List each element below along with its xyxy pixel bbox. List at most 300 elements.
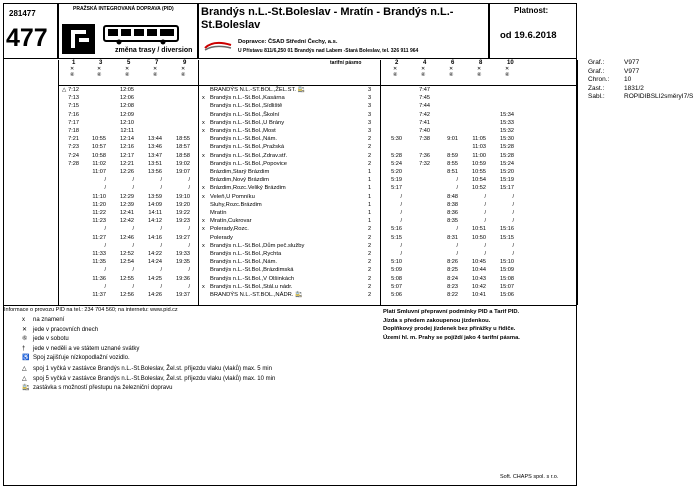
column-number: 8 (479, 60, 483, 66)
note-text: spoj 1 vyčká v zastávce Brandýs n.L.-St.Boleslav, Žel.st. příjezdu vlaku (vlaků) max. 5 min (33, 366, 272, 372)
carrier-logo (203, 40, 233, 52)
departure-time: 10:59 (472, 160, 486, 167)
column-header (58, 59, 577, 86)
departure-time: 19:20 (176, 201, 190, 208)
departure-time: 12:05 (120, 87, 134, 93)
departure-time: 11:27 (92, 234, 106, 241)
departure-time: 7:23 (68, 144, 79, 151)
departure-time: 12:56 (120, 292, 134, 298)
departure-time: 12:54 (120, 259, 134, 266)
side-label: Chron.: (588, 76, 610, 83)
departure-time: / (400, 193, 402, 200)
stop-name: Brandýs n.L.-St.Bol.,Kasárna (210, 95, 285, 102)
stop-name: Brandýs n.L.-St.Bol.,Pražská (210, 144, 285, 151)
departure-time: 12:14 (120, 136, 134, 143)
tariff-zone: 2 (368, 234, 372, 241)
tariff-zone: 3 (368, 103, 372, 110)
departure-time: 5:06 (391, 292, 402, 298)
departure-time: 11:03 (472, 144, 486, 151)
departure-time: 11:05 (472, 136, 486, 143)
tariff-zone: 2 (368, 136, 372, 143)
side-label: Graf.: (588, 59, 605, 66)
departure-time: 5:16 (391, 226, 402, 233)
departure-time: / (132, 267, 134, 274)
departure-time: / (484, 251, 486, 257)
departure-time: 15:32 (500, 128, 514, 134)
stop-name: Brandýs n.L.-St.Bol.,Rychta (210, 251, 282, 257)
departure-time: / (400, 242, 402, 249)
tariff-zone: 2 (368, 292, 372, 298)
timetable-row (0, 86, 580, 94)
timetable-row (0, 209, 580, 217)
departure-time: 5:08 (391, 275, 402, 282)
departure-time: / (512, 193, 514, 200)
departure-time: 7:12 (68, 87, 79, 93)
departure-time: 15:30 (500, 136, 514, 143)
column-symbols: ✕ ⑥ (181, 66, 186, 78)
departure-time: / (512, 242, 514, 249)
departure-time: 19:37 (176, 292, 190, 298)
departure-time: 15:16 (500, 226, 514, 233)
route-title-line2: St.Boleslav (201, 19, 261, 31)
departure-time: 8:31 (447, 234, 458, 241)
departure-time: / (188, 185, 190, 192)
departure-time: 14:09 (148, 201, 162, 208)
tariff-zone: 1 (368, 201, 372, 208)
tariff-note: Doplňkový prodej jízdenek bez přirážky u řidiče. (383, 326, 516, 332)
request-stop-mark: x (202, 185, 205, 192)
stop-name: Brandýs n.L.-St.Bol.,Zdrav.stř. (210, 152, 288, 159)
column-symbols: ✕ ⑥ (421, 66, 426, 78)
timetable-row (0, 168, 580, 176)
request-stop-mark: x (202, 152, 205, 159)
diversion-label: změna trasy / diversion (115, 47, 193, 54)
departure-time: 7:40 (419, 128, 430, 134)
departure-time: 12:09 (120, 111, 134, 118)
stop-name: Brandýs n.L.-St.Bol.,Popovice (210, 160, 288, 167)
departure-time: 12:21 (120, 160, 134, 167)
departure-time: 15:19 (500, 177, 514, 184)
departure-time: 19:36 (176, 275, 190, 282)
departure-time: 18:57 (176, 144, 190, 151)
stop-name: Brandýs n.L.-St.Bol.,Školní (210, 111, 280, 118)
stop-name: Brandýs n.L.-St.Bol.,Brázdimská (210, 267, 294, 274)
column-number: 4 (423, 60, 427, 66)
column-number: 9 (183, 60, 187, 66)
departure-time: 10:51 (472, 226, 486, 233)
departure-time: 5:09 (391, 267, 402, 274)
departure-time: 19:23 (176, 218, 190, 225)
carrier-address: U Přístavu 811/6,250 01 Brandýs nad Labem -Stará Boleslav, tel. 326 911 964 (238, 48, 419, 54)
tariff-zone: 2 (368, 226, 372, 233)
departure-time: 13:56 (148, 169, 162, 175)
departure-time: 7:28 (68, 160, 79, 167)
tariff-zone: 1 (368, 193, 372, 200)
departure-time: 12:17 (120, 152, 134, 159)
timetable-row (0, 258, 580, 266)
departure-time: 8:51 (447, 169, 458, 175)
departure-time: 15:24 (500, 160, 514, 167)
stop-name: Brázdim,Starý Brázdim (210, 169, 270, 175)
tariff-zone: 1 (368, 177, 372, 184)
column-symbols: ✕ ⑥ (449, 66, 454, 78)
bus-icon (103, 25, 180, 45)
departure-time: 19:33 (176, 251, 190, 257)
timetable-row (0, 160, 580, 168)
departure-time: / (512, 210, 514, 216)
departure-time: 12:06 (120, 95, 134, 102)
departure-time: / (188, 267, 190, 274)
column-symbols: ✕ ⑥ (505, 66, 510, 78)
departure-time: / (456, 185, 458, 192)
timetable-row (0, 184, 580, 192)
departure-time: 8:59 (447, 152, 458, 159)
timetable-row (0, 127, 580, 135)
timetable-row (0, 135, 580, 143)
side-value: 1831/2 (624, 84, 644, 92)
departure-time: / (400, 251, 402, 257)
stop-name: Veleň,U Pomníku (210, 193, 255, 200)
departure-time: / (160, 177, 162, 184)
tariff-note: Platí Smluvní přepravní podmínky PID a Tarif PID. (383, 309, 520, 315)
note-text: spoj 5 vyčká v zastávce Brandýs n.L.-St.Boleslav, Žel.st. příjezdu vlaku (vlaků) max. 10 min (33, 375, 276, 382)
column-symbols: ✕ ⑥ (125, 66, 130, 78)
departure-time: 9:01 (447, 136, 458, 143)
departure-time: 5:10 (391, 259, 402, 266)
departure-time: 13:51 (148, 160, 162, 167)
departure-time: 5:15 (391, 234, 402, 241)
departure-time: 10:41 (472, 292, 486, 298)
departure-time: 5:30 (391, 136, 402, 143)
departure-time: 12:29 (120, 193, 134, 200)
tariff-zone: 2 (368, 251, 372, 257)
departure-time: 12:10 (120, 119, 134, 126)
tariff-zone: 2 (368, 152, 372, 159)
departure-time: 8:23 (447, 283, 458, 290)
stop-name: Brázdim,Rozc.Veliký Brázdim (210, 185, 286, 192)
timetable-row (0, 291, 580, 299)
departure-time: 13:44 (148, 136, 162, 143)
departure-time: 7:32 (419, 160, 430, 167)
side-value: 10 (624, 76, 632, 83)
tariff-note: Území hl. m. Prahy se pojíždí jako 4 tarifní pásma. (383, 334, 520, 341)
departure-time: / (456, 177, 458, 184)
departure-time: 11:23 (92, 218, 106, 225)
departure-time: 5:19 (391, 177, 402, 184)
departure-time: 13:46 (148, 144, 162, 151)
info-line: Informace o provozu PID na tel.: 234 704 560; na internetu: www.pid.cz (4, 307, 178, 313)
departure-time: 12:52 (120, 251, 134, 257)
request-stop-mark: x (202, 119, 205, 126)
tariff-zone: 3 (368, 119, 372, 126)
tariff-zone: 3 (368, 128, 372, 134)
timetable-row (0, 143, 580, 151)
request-stop-mark: x (202, 128, 205, 134)
departure-time: 10:57 (92, 144, 106, 151)
note-symbol: △ (22, 366, 27, 372)
column-symbols: ✕ ⑥ (97, 66, 102, 78)
departure-time: / (160, 242, 162, 249)
timetable-row (0, 266, 580, 274)
departure-time: 7:24 (68, 152, 79, 159)
departure-time: / (104, 242, 106, 249)
departure-time: 12:16 (120, 144, 134, 151)
departure-time: / (484, 193, 486, 200)
timetable-row (0, 119, 580, 127)
side-value: V977 (624, 59, 640, 66)
departure-time: 19:27 (176, 234, 190, 241)
request-stop-mark: x (202, 242, 205, 249)
tariff-zone: 2 (368, 144, 372, 151)
departure-time: 10:44 (472, 267, 486, 274)
departure-time: 10:45 (472, 259, 486, 266)
timetable-row (0, 283, 580, 291)
departure-time: / (160, 185, 162, 192)
legend-text: Spoj zajišťuje nízkopodlažní vozidlo. (33, 355, 130, 361)
tariff-zone: 1 (368, 218, 372, 225)
departure-time: 12:08 (120, 103, 134, 110)
departure-time: 14:12 (148, 218, 162, 225)
timetable-row (0, 250, 580, 258)
departure-time: / (160, 267, 162, 274)
departure-time: / (400, 201, 402, 208)
departure-time: / (484, 218, 486, 225)
timetable-row (0, 275, 580, 283)
departure-time: 11:02 (92, 160, 106, 167)
column-symbols: ✕ ⑥ (477, 66, 482, 78)
departure-time: 11:20 (92, 201, 106, 208)
departure-time: / (104, 185, 106, 192)
departure-time: 7:42 (419, 111, 430, 118)
departure-time: / (104, 283, 106, 290)
departure-time: 15:09 (500, 267, 514, 274)
timetable-row (0, 111, 580, 119)
tariff-zone: 2 (368, 267, 372, 274)
side-label: Sabl.: (588, 93, 605, 100)
departure-time: 15:28 (500, 152, 514, 159)
departure-time: 14:22 (148, 251, 162, 257)
departure-time: / (484, 242, 486, 249)
departure-time: 7:44 (419, 103, 430, 110)
departure-time: 11:37 (92, 292, 106, 298)
departure-time: 10:54 (472, 177, 486, 184)
departure-time: 19:35 (176, 259, 190, 266)
column-symbols: ✕ ⑥ (153, 66, 158, 78)
legend-text: na znamení (33, 317, 65, 323)
timetable-row (0, 225, 580, 233)
tariff-zone: 1 (368, 185, 372, 192)
departure-time: 11:22 (92, 210, 106, 216)
tariff-zone: 3 (368, 111, 372, 118)
departure-time: 10:50 (472, 234, 486, 241)
departure-time: 10:55 (92, 136, 106, 143)
departure-time: / (132, 185, 134, 192)
stop-name: Brandýs n.L.-St.Bol.,Dům peč.služby (210, 242, 305, 249)
timetable-row (0, 193, 580, 201)
zone-header: tarifní pásmo (330, 60, 362, 66)
departure-time: 15:07 (500, 283, 514, 290)
departure-time: 19:22 (176, 210, 190, 216)
legend-text: jede v sobotu (33, 336, 69, 342)
departure-time: / (400, 218, 402, 225)
departure-time: 8:22 (447, 292, 458, 298)
column-number: 7 (155, 60, 159, 66)
departure-time: / (512, 251, 514, 257)
departure-time: 5:07 (391, 283, 402, 290)
departure-time: / (160, 283, 162, 290)
tariff-zone: 2 (368, 242, 372, 249)
departure-time: 14:16 (148, 234, 162, 241)
tariff-zone: 2 (368, 160, 372, 167)
route-title-line1: Brandýs n.L.-St.Boleslav - Mratín - Brandýs n.L.- (201, 6, 454, 18)
side-label: Graf.: (588, 67, 605, 75)
departure-time: 18:55 (176, 136, 190, 143)
departure-time: 15:06 (500, 292, 514, 298)
departure-time: / (188, 242, 190, 249)
departure-time: / (104, 267, 106, 274)
departure-time: / (512, 201, 514, 208)
side-value: V977 (624, 67, 640, 75)
departure-time: 7:18 (68, 128, 79, 134)
departure-time: 7:21 (68, 136, 79, 143)
stop-name: Sluhy,Rozc.Brázdim (210, 201, 262, 208)
departure-time: 7:16 (68, 111, 79, 118)
timetable-row (0, 152, 580, 160)
wait-mark: △ (62, 87, 67, 93)
operator-label: PRAŽSKÁ INTEGROVANÁ DOPRAVA (PID) (73, 6, 174, 12)
stop-name: Mratín (210, 210, 227, 216)
departure-time: 15:17 (500, 185, 514, 192)
departure-time: 15:15 (500, 234, 514, 241)
departure-time: 5:20 (391, 169, 402, 175)
stop-name: Brandýs n.L.-St.Bol.,U Brány (210, 119, 285, 126)
tariff-zone: 2 (368, 283, 372, 290)
departure-time: 19:10 (176, 193, 190, 200)
departure-time: 7:13 (68, 95, 79, 102)
departure-time: / (456, 251, 458, 257)
departure-time: 12:39 (120, 201, 134, 208)
departure-time: 7:17 (68, 119, 79, 126)
departure-time: 5:28 (391, 152, 402, 159)
departure-time: 11:35 (92, 259, 106, 266)
departure-time: / (400, 210, 402, 216)
side-value: ROPIDIBSLI2směryI7/S (624, 93, 694, 100)
timetable-row (0, 102, 580, 110)
legend-symbol: ✕ (22, 326, 28, 333)
departure-time: 12:46 (120, 234, 134, 241)
carrier: Dopravce: ČSAD Střední Čechy, a.s. (238, 39, 338, 45)
departure-time: 7:36 (419, 152, 430, 159)
departure-time: 7:45 (419, 95, 430, 102)
departure-time: 8:48 (447, 193, 458, 200)
departure-time: 15:34 (500, 111, 514, 118)
departure-time: 11:00 (472, 152, 486, 159)
departure-time: / (188, 177, 190, 184)
departure-time: / (456, 242, 458, 249)
stop-name: Brandýs n.L.-St.Bol.,Nám. (210, 259, 278, 266)
timetable-row (0, 201, 580, 209)
timetable-row (0, 217, 580, 225)
legend-symbol: ♿ (22, 355, 30, 361)
note-symbol: 🚉 (22, 385, 30, 391)
legend-symbol: x (22, 317, 25, 323)
timetable-row (0, 234, 580, 242)
departure-time: 14:25 (148, 275, 162, 282)
departure-time: 10:55 (472, 169, 486, 175)
departure-time: 15:28 (500, 144, 514, 151)
departure-time: 15:20 (500, 169, 514, 175)
departure-time: / (132, 283, 134, 290)
departure-time: / (132, 226, 134, 233)
departure-time: 8:35 (447, 218, 458, 225)
request-stop-mark: x (202, 226, 205, 233)
departure-time: 12:11 (120, 128, 134, 134)
departure-time: 8:38 (447, 201, 458, 208)
departure-time: 11:10 (92, 193, 106, 200)
departure-time: 7:15 (68, 103, 79, 110)
request-stop-mark: x (202, 193, 205, 200)
column-symbols: ✕ ⑥ (393, 66, 398, 78)
departure-time: 15:08 (500, 275, 514, 282)
departure-time: 10:58 (92, 152, 106, 159)
departure-time: 15:33 (500, 119, 514, 126)
departure-time: / (104, 177, 106, 184)
departure-time: 7:47 (419, 87, 430, 93)
legend-text: jede v pracovních dnech (33, 326, 99, 333)
departure-time: 14:24 (148, 259, 162, 266)
tariff-zone: 3 (368, 95, 372, 102)
departure-time: / (188, 226, 190, 233)
departure-time: / (484, 210, 486, 216)
departure-time: / (188, 283, 190, 290)
stop-name: Brázdim,Nový Brázdim (210, 177, 269, 184)
column-number: 1 (72, 60, 76, 66)
departure-time: 13:47 (148, 152, 162, 159)
departure-time: 5:24 (391, 160, 402, 167)
timetable-row (0, 94, 580, 102)
departure-time: / (484, 201, 486, 208)
departure-time: 13:59 (148, 193, 162, 200)
departure-time: 19:07 (176, 169, 190, 175)
departure-time: 10:43 (472, 275, 486, 282)
departure-time: 11:07 (92, 169, 106, 175)
validity-date: od 19.6.2018 (500, 30, 557, 41)
tariff-zone: 3 (368, 87, 372, 93)
tariff-note: Jízda s předem zakoupenou jízdenkou. (383, 317, 491, 324)
departure-time: 12:26 (120, 169, 134, 175)
stop-name: BRANDÝS N.L.-ST.BOL.,NÁDR. 🚉 (210, 292, 303, 298)
stop-name: BRANDÝS N.L.-ST.BOL.,ŽEL.ST. 🚉 (210, 87, 305, 93)
departure-time: 8:26 (447, 259, 458, 266)
departure-time: 14:26 (148, 292, 162, 298)
software-credit: Soft. CHAPS spol. s r.o. (500, 474, 559, 480)
departure-time: 15:10 (500, 259, 514, 266)
departure-time: 11:33 (92, 251, 106, 257)
stop-name: Brandýs n.L.-St.Bol.,Most (210, 128, 276, 134)
column-number: 2 (395, 60, 399, 66)
timetable-row (0, 176, 580, 184)
stop-name: Polerady (210, 234, 233, 241)
departure-time: 19:02 (176, 160, 190, 167)
side-label: Zast.: (588, 84, 605, 92)
departure-time: 14:11 (148, 210, 162, 216)
legend-text: jede v neděli a ve státem uznané svátky (33, 345, 140, 352)
departure-time: / (132, 242, 134, 249)
stop-name: Brandýs n.L.-St.Bol.,Sídliště (210, 103, 283, 110)
departure-time: 11:36 (92, 275, 106, 282)
tariff-zone: 1 (368, 210, 372, 216)
departure-time: 5:17 (391, 185, 402, 192)
